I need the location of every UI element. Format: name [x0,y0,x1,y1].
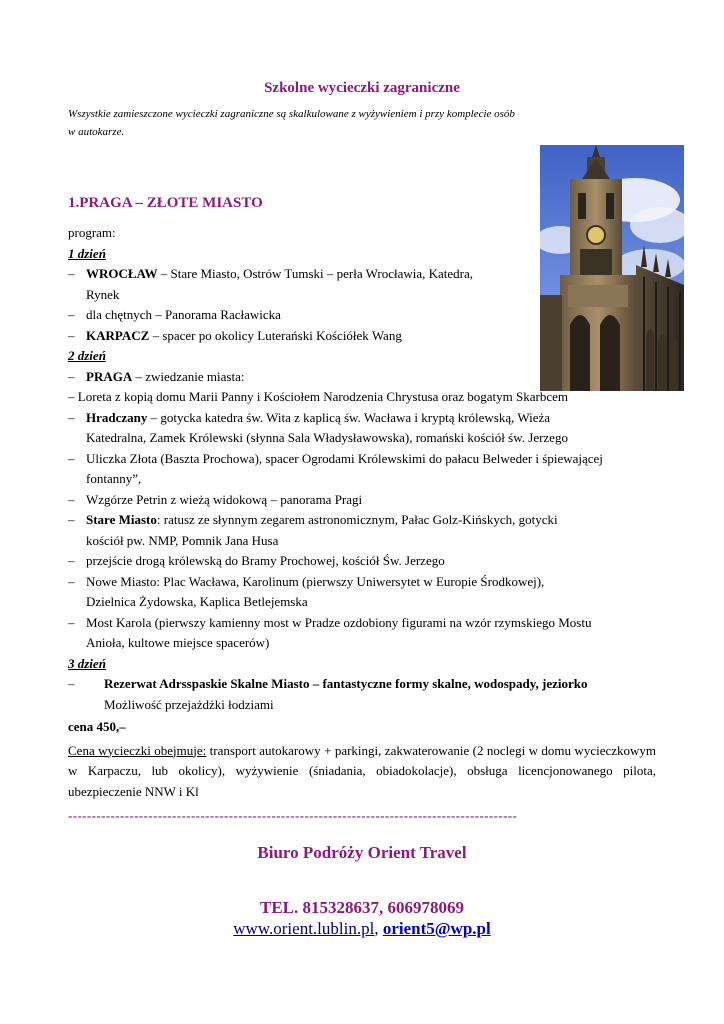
day-3-label: 3 dzień [68,655,106,671]
list-item: – Nowe Miasto: Plac Wacława, Karolinum (pierwszy Uniwersytet w Europie Środkowej), Dzielnica Żydowska, Kaplica Betlejemska [68,573,545,609]
price-includes [68,741,656,803]
intro-line-1: Wszystkie zamieszczone wycieczki zagraniczne są skalkulowane z wyżywieniem i przy komplecie osób [68,108,515,120]
list-item: – PRAGA – zwiedzanie miasta: [68,368,245,384]
travel-agency-name: Biuro Podróży Orient Travel [257,843,467,862]
list-item: – Uliczka Złota (Baszta Prochowa), spacer Ogrodami Królewskimi do pałacu Belweder i śpiewającej fontanny”, [68,450,603,486]
trip-heading: 1.PRAGA – ZŁOTE MIASTO [68,195,263,211]
list-item: – Hradczany – gotycka katedra św. Wita z kaplicą św. Wacława i kryptą królewską, Wieża Katedralna, Zamek Królewski (słynna Sala Władysławowska), romański kościół św. Jerzego [68,409,568,445]
program-label: program: [68,225,116,240]
list-item: – KARPACZ – spacer po okolicy Luterański Kościółek Wang [68,327,402,343]
list-item: – Loreta z kopią domu Marii Panny i Kościołem Narodzenia Chrystusa oraz bogatym Skarbcem [68,389,569,404]
intro-note [68,105,628,141]
day-2-label: 2 dzień [68,348,106,363]
list-item: – przejście drogą królewską do Bramy Prochowej, kościół Św. Jerzego [68,553,445,568]
contact-links [0,919,724,939]
list-item: – Wzgórze Petrin z wieżą widokową – panorama Pragi [68,491,363,507]
day-1-label: 1 dzień [68,245,106,261]
list-item: – WROCŁAW – Stare Miasto, Ostrów Tumski – perła Wrocławia, Katedra, Rynek [68,266,474,302]
list-item: – dla chętnych – Panorama Racławicka [68,307,281,322]
price-includes-label: Cena wycieczki obejmuje: [68,742,207,758]
link-separator: , [374,919,379,938]
list-item: – Stare Miasto: ratusz ze słynnym zegarem astronomicznym, Pałac Golz-Kińskych, gotycki kościół pw. NMP, Pomnik Jana Husa [68,512,558,548]
list-item: – Most Karola (pierwszy kamienny most w Pradze ozdobiony figurami na wzór rzymskiego Mostu Anioła, kultowe miejsce spacerów) [68,614,592,650]
separator-line: ----------------------------------------------------------------------------------------------- [68,808,518,823]
price-includes-text: transport autokarowy + parkingi, zakwaterowanie (2 noclegi w domu wycieczkowym w Karpaczu, lub okolicy), wyżywienie (śniadania, obiadokolacje), obsługa licencjonowanego pilota, ubezpieczenie NNW i Kl [68,742,657,799]
website-link[interactable]: www.orient.lublin.pl [233,919,375,938]
document-title: Szkolne wycieczki zagraniczne [264,80,460,96]
trip-price: cena 450,– [68,719,126,734]
phone-numbers: TEL. 815328637, 606978069 [259,898,465,917]
trip-program [68,223,656,802]
intro-line-2: w autokarze. [68,126,125,138]
email-link[interactable]: orient5@wp.pl [382,919,491,938]
list-item: – Rezerwat Adrsspaskie Skalne Miasto – fantastyczne formy skalne, wodospady, jeziorko Możliwość przejażdżki łodziami [68,676,588,712]
